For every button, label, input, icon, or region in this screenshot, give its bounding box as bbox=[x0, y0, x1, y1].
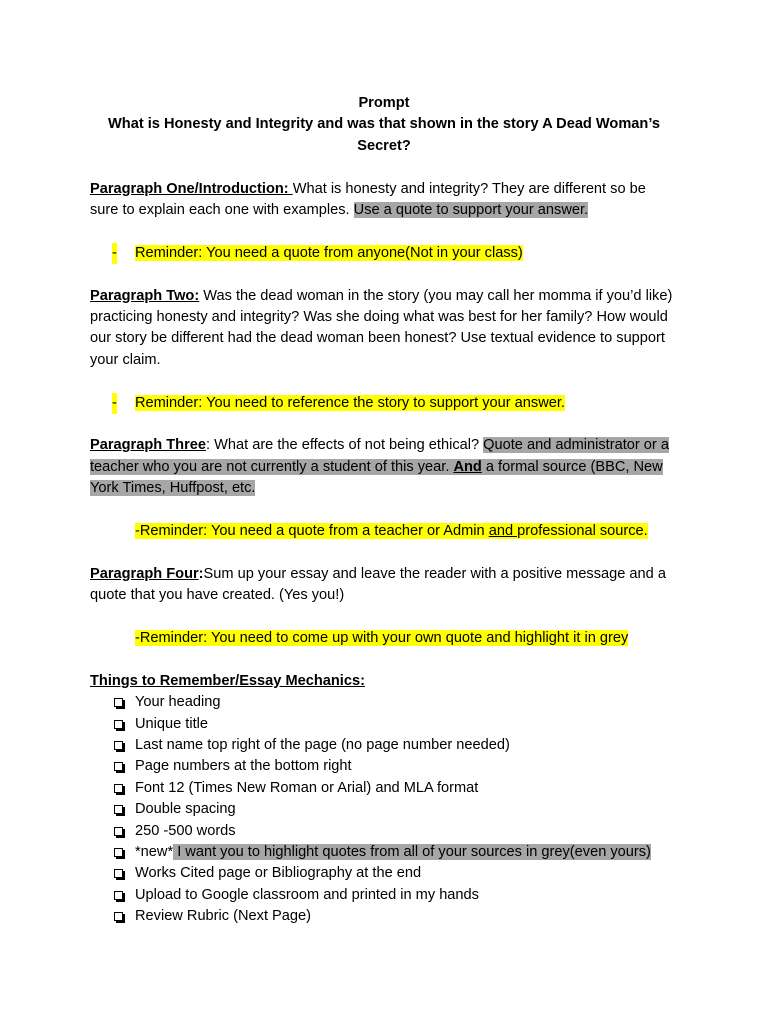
checklist-item-label: *new* bbox=[135, 844, 174, 861]
paragraph-four-text: Sum up your essay and leave the reader with a positive message and a quote that you have created. (Yes you!) bbox=[90, 565, 666, 604]
paragraph-two-text: Was the dead woman in the story (you may call her momma if you’d like) practicing honesty and integrity? Was she doing what was best for her family? How would our story be different had the dead woman been honest? Use textual evidence to support your claim. bbox=[90, 287, 673, 368]
checkbox-icon bbox=[114, 848, 123, 857]
paragraph-one-highlight: Use a quote to support your answer. bbox=[353, 202, 589, 219]
reminder-three bbox=[90, 521, 678, 542]
reminder-dash: - bbox=[112, 393, 117, 414]
paragraph-three-text: : What are the effects of not being ethical? bbox=[205, 437, 484, 454]
checklist-item-label: Page numbers at the bottom right bbox=[135, 758, 352, 775]
checklist-item-label: Font 12 (Times New Roman or Arial) and MLA format bbox=[135, 779, 479, 796]
checklist bbox=[90, 692, 678, 927]
paragraph-three-label: Paragraph Three bbox=[90, 437, 206, 454]
paragraph-four bbox=[90, 564, 678, 607]
paragraph-one-label: Paragraph One/Introduction: bbox=[90, 180, 293, 197]
paragraph-three-and: And bbox=[453, 458, 482, 475]
checklist-item-label: Unique title bbox=[135, 715, 209, 732]
reminder-two-text: Reminder: You need to reference the story to support your answer. bbox=[135, 394, 565, 411]
checkbox-icon bbox=[114, 762, 123, 771]
reminder-three-text-b: professional source. bbox=[517, 523, 648, 540]
checklist-item bbox=[90, 885, 678, 906]
paragraph-three-highlight-b: a formal source (BBC, New York Times, Huffpost, etc. bbox=[90, 458, 663, 497]
checklist-title: Things to Remember/Essay Mechanics: bbox=[90, 672, 365, 689]
checkbox-icon bbox=[114, 912, 123, 921]
reminder-one bbox=[90, 243, 678, 264]
checklist-item bbox=[90, 756, 678, 777]
checkbox-icon bbox=[114, 891, 123, 900]
checklist-item-label: 250 -500 words bbox=[135, 822, 236, 839]
checkbox-icon bbox=[114, 720, 123, 729]
checklist-item-label: Your heading bbox=[135, 694, 221, 711]
checklist-item-label: Upload to Google classroom and printed in my hands bbox=[135, 886, 479, 903]
checkbox-icon bbox=[114, 805, 123, 814]
checklist-item bbox=[90, 799, 678, 820]
checklist-item-label: Last name top right of the page (no page number needed) bbox=[135, 737, 510, 754]
checklist-item-highlight: I want you to highlight quotes from all of your sources in grey(even yours) bbox=[173, 844, 651, 861]
checklist-item bbox=[90, 821, 678, 842]
checkbox-icon bbox=[114, 827, 123, 836]
paragraph-four-label: Paragraph Four bbox=[90, 565, 199, 582]
checklist-item bbox=[90, 714, 678, 735]
reminder-two bbox=[90, 393, 678, 414]
paragraph-three bbox=[90, 435, 678, 499]
reminder-three-and: and bbox=[488, 523, 518, 540]
checkbox-icon bbox=[114, 784, 123, 793]
reminder-four-text: -Reminder: You need to come up with your own quote and highlight it in grey bbox=[135, 630, 629, 647]
checklist-item-label: Review Rubric (Next Page) bbox=[135, 908, 311, 925]
prompt-question: What is Honesty and Integrity and was that shown in the story A Dead Woman’s Secret? bbox=[108, 116, 660, 154]
checklist-title-line bbox=[90, 671, 678, 692]
checklist-item bbox=[90, 692, 678, 713]
reminder-dash: - bbox=[112, 243, 117, 264]
checkbox-icon bbox=[114, 741, 123, 750]
checklist-item-label: Double spacing bbox=[135, 801, 236, 818]
checklist-item bbox=[90, 863, 678, 884]
paragraph-one-text: What is honesty and integrity? They are different so be sure to explain each one with examples. bbox=[90, 180, 646, 219]
paragraph-two-label: Paragraph Two: bbox=[90, 287, 200, 304]
checkbox-icon bbox=[114, 869, 123, 878]
checklist-item bbox=[90, 842, 678, 863]
reminder-one-text: Reminder: You need a quote from anyone(Not in your class) bbox=[135, 244, 523, 261]
checklist-item bbox=[90, 778, 678, 799]
paragraph-one bbox=[90, 179, 678, 222]
checkbox-icon bbox=[114, 698, 123, 707]
checklist-item bbox=[90, 906, 678, 927]
paragraph-four-colon: : bbox=[198, 565, 204, 582]
checklist-item bbox=[90, 735, 678, 756]
prompt-label: Prompt bbox=[358, 95, 410, 111]
paragraph-two bbox=[90, 286, 678, 372]
reminder-four bbox=[90, 628, 678, 649]
reminder-three-text-a: -Reminder: You need a quote from a teacher or Admin bbox=[135, 523, 489, 540]
paragraph-three-highlight-a: Quote and administrator or a teacher who you are not currently a student of this year. bbox=[90, 437, 669, 475]
checklist-item-label: Works Cited page or Bibliography at the end bbox=[135, 865, 422, 882]
